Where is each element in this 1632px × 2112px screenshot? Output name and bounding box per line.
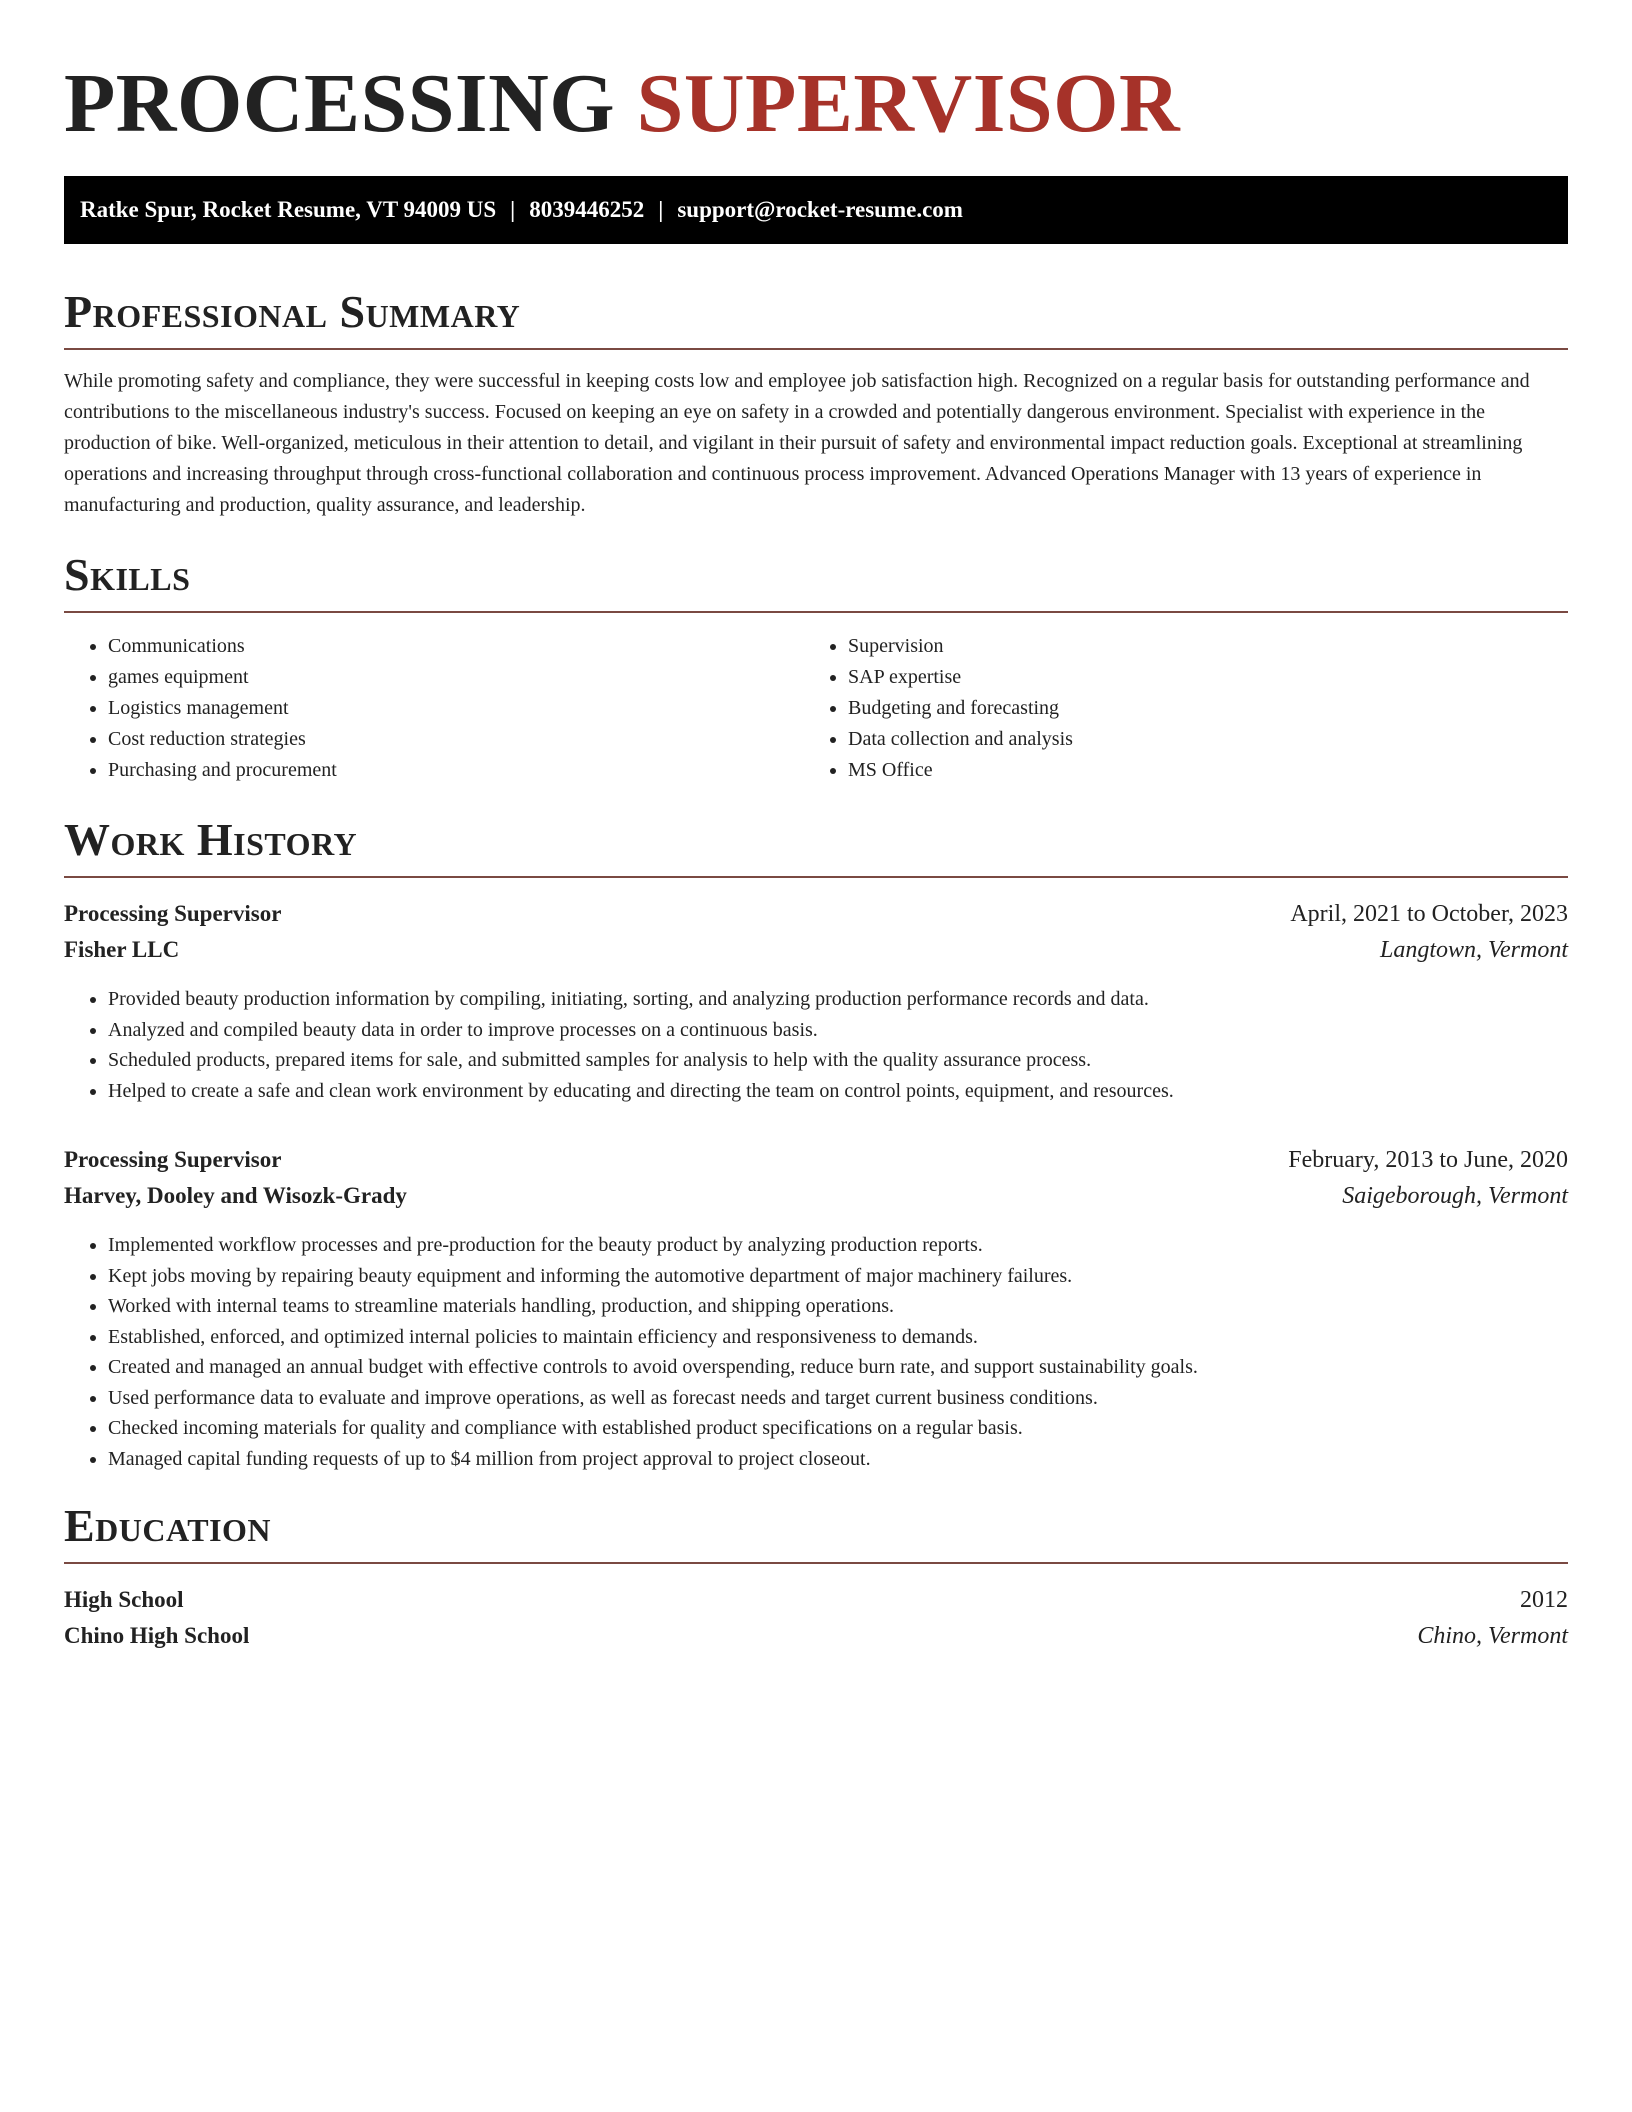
education-location: Chino, Vermont (1417, 1623, 1568, 1649)
skill-item: • Budgeting and forecasting (848, 693, 1544, 724)
skill-item: • Communications (108, 631, 804, 662)
education-school: Chino High School (64, 1623, 250, 1648)
contact-email: support@rocket-resume.com (677, 197, 963, 222)
skill-item: • SAP expertise (848, 662, 1544, 693)
skills-column-right (804, 631, 1544, 786)
skill-item: • Purchasing and procurement (108, 755, 804, 786)
job-location: Saigeborough, Vermont (1342, 1183, 1568, 1209)
education-heading: Education (64, 1500, 272, 1551)
work-history-heading: Work History (64, 814, 358, 865)
contact-bar (64, 176, 1568, 244)
skill-item: • Cost reduction strategies (108, 724, 804, 755)
section-divider (64, 348, 1568, 350)
job-company: Fisher LLC (64, 937, 180, 962)
contact-separator: | (510, 197, 516, 222)
job-bullet: • Established, enforced, and optimized internal policies to maintain efficiency and responsiveness to demands. (108, 1322, 1568, 1353)
education-degree: High School (64, 1587, 184, 1612)
job-bullet: • Created and managed an annual budget with effective controls to avoid overspending, reduce burn rate, and support sustainability goals. (108, 1352, 1568, 1383)
job-entry (64, 896, 1568, 1106)
skills-column-left (64, 631, 804, 786)
job-bullets (64, 1230, 1568, 1474)
job-entry (64, 1142, 1568, 1474)
contact-phone: 8039446252 (529, 197, 645, 222)
skill-item: • games equipment (108, 662, 804, 693)
job-bullet: • Managed capital funding requests of up to $4 million from project approval to project closeout. (108, 1444, 1568, 1475)
summary-text: While promoting safety and compliance, they were successful in keeping costs low and employee job satisfaction high. Recognized on a regular basis for outstanding performance and contributions to the miscellaneous industry's success. Focused on keeping an eye on safety in a crowded and potentially dangerous environment. Specialist with experience in the production of bike. Well-organized, meticulous in their attention to detail, and vigilant in their pursuit of safety and environmental impact reduction goals. Exceptional at streamlining operations and increasing throughput through cross-functional collaboration and continuous process improvement. Advanced Operations Manager with 13 years of experience in manufacturing and production, quality assurance, and leadership. (64, 370, 1530, 516)
job-bullet: • Analyzed and compiled beauty data in order to improve processes on a continuous basis. (108, 1015, 1568, 1046)
education-year: 2012 (1520, 1587, 1568, 1613)
section-divider (64, 1562, 1568, 1564)
title-part-1: PROCESSING (64, 57, 616, 150)
contact-separator: | (658, 197, 664, 222)
section-divider (64, 611, 1568, 613)
summary-heading: Professional Summary (64, 286, 521, 337)
job-bullet: • Implemented workflow processes and pre-production for the beauty product by analyzing production reports. (108, 1230, 1568, 1261)
title-part-2: SUPERVISOR (636, 57, 1181, 150)
job-bullet: • Worked with internal teams to streamline materials handling, production, and shipping operations. (108, 1291, 1568, 1322)
skill-item: • MS Office (848, 755, 1544, 786)
skill-item: • Logistics management (108, 693, 804, 724)
skills-heading: Skills (64, 549, 191, 600)
job-bullet: • Provided beauty production information by compiling, initiating, sorting, and analyzing production performance records and data. (108, 984, 1568, 1015)
job-company: Harvey, Dooley and Wisozk-Grady (64, 1183, 407, 1208)
job-dates: February, 2013 to June, 2020 (1288, 1147, 1568, 1173)
job-bullet: • Kept jobs moving by repairing beauty equipment and informing the automotive department of major machinery failures. (108, 1261, 1568, 1292)
page-title (64, 58, 1568, 150)
job-bullets (64, 984, 1568, 1106)
job-bullet: • Checked incoming materials for quality and compliance with established product specifications on a regular basis. (108, 1413, 1568, 1444)
contact-address: Ratke Spur, Rocket Resume, VT 94009 US (80, 197, 497, 222)
job-title: Processing Supervisor (64, 1147, 282, 1172)
job-location: Langtown, Vermont (1379, 937, 1568, 963)
education-entry (64, 1582, 1568, 1654)
job-bullet: • Scheduled products, prepared items for sale, and submitted samples for analysis to help with the quality assurance process. (108, 1045, 1568, 1076)
skill-item: • Data collection and analysis (848, 724, 1544, 755)
job-title: Processing Supervisor (64, 901, 282, 926)
job-bullet: • Helped to create a safe and clean work environment by educating and directing the team on control points, equipment, and resources. (108, 1076, 1568, 1107)
section-divider (64, 876, 1568, 878)
job-dates: April, 2021 to October, 2023 (1290, 901, 1568, 927)
skills-list (64, 631, 1568, 786)
resume-page (64, 58, 1568, 1654)
job-bullet: • Used performance data to evaluate and improve operations, as well as forecast needs and target current business conditions. (108, 1383, 1568, 1414)
skill-item: • Supervision (848, 631, 1544, 662)
